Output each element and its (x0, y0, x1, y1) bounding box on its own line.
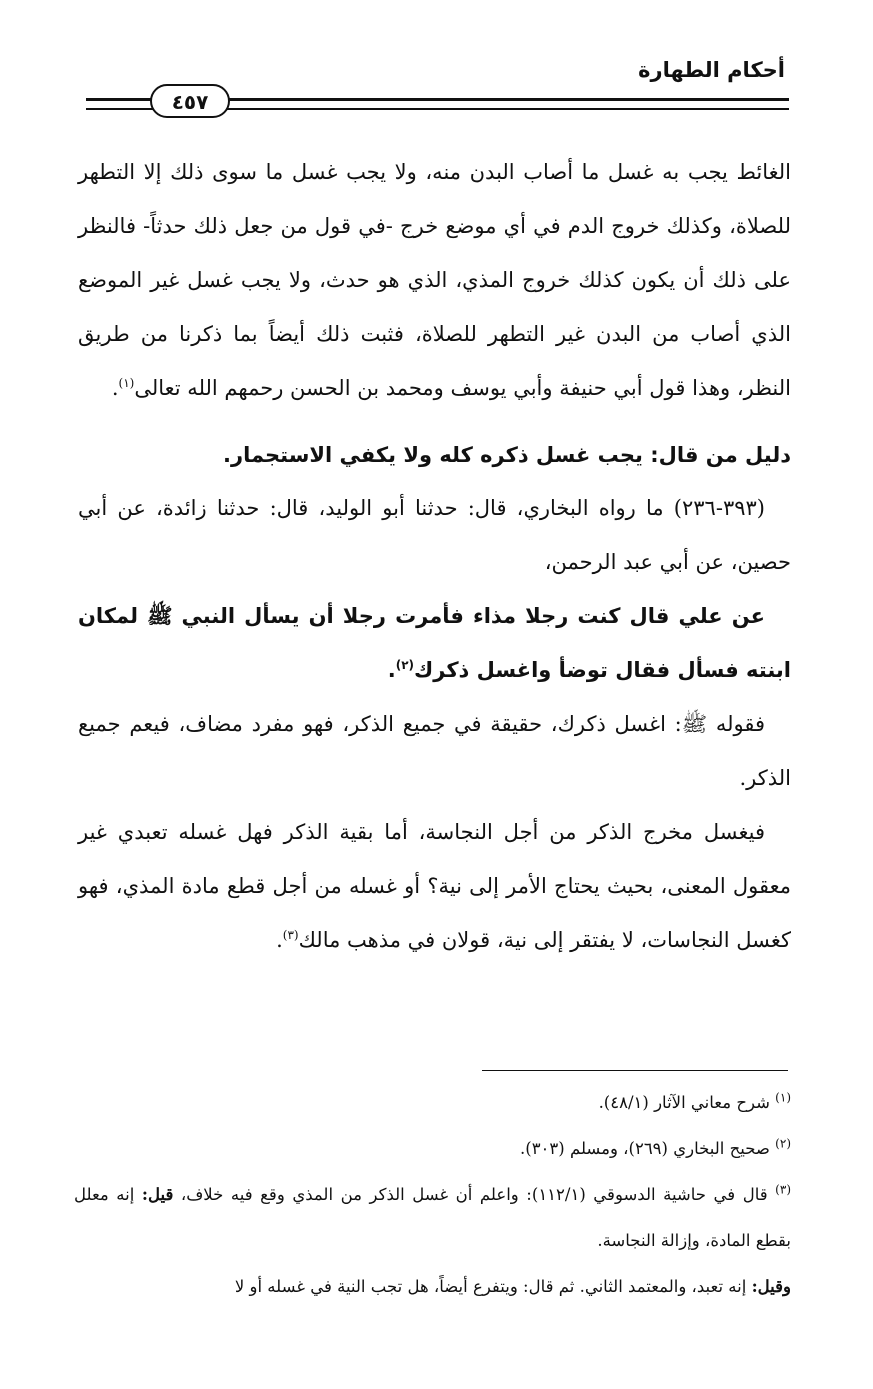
footnote-text: قال في حاشية الدسوقي (١١٢/١): واعلم أن غسل الذكر من المذي وقع فيه خلاف، (180, 1185, 768, 1204)
paragraph: الغائط يجب به غسل ما أصاب البدن منه، ولا يجب غسل ما سوى ذلك إلا التطهر للصلاة، وكذلك خروج الدم في أي موضع خرج -في قول من جعل ذلك حدثاً- فالنظر على ذلك أن يكون كذلك خروج المذي، الذي هو حدث، ولا يجب غسل غير الموضع الذي أصاب من البدن غير التطهر للصلاة، فثبت ذلك أيضاً بما ذكرنا من طريق النظر، وهذا قول أبي حنيفة وأبي يوسف ومحمد بن الحسن رحمهم الله تعالى$^{(١)}$. (78, 160, 791, 400)
hadith-body: عن علي قال كنت رجلا مذاء فأمرت رجلا أن يسأل النبي ﷺ لمكان ابنته فسأل فقال توضأ واغسل ذكرك (78, 604, 791, 682)
footnote-text: شرح معاني الآثار (٤٨/١). (598, 1093, 770, 1112)
main-text (78, 145, 791, 967)
footnote (74, 1126, 791, 1172)
footnote-label: وقيل: (751, 1277, 791, 1296)
footnote-text: إنه تعبد، والمعتمد الثاني. ثم قال: ويتفرع أيضاً، هل تجب النية في غسله أو لا (234, 1277, 747, 1296)
footnote (74, 1172, 791, 1264)
footnote-text: إنه معلل بقطع المادة، وإزالة النجاسة. (74, 1185, 791, 1250)
section-heading: دليل من قال: يجب غسل ذكره كله ولا يكفي الاستجمار. (223, 443, 791, 467)
footnote-mark: (٢) (775, 1136, 791, 1151)
footnote-label: قيل: (141, 1185, 174, 1204)
footnotes (74, 1080, 791, 1310)
paragraph: فيغسل مخرج الذكر من أجل النجاسة، أما بقية الذكر فهل غسله تعبدي غير معقول المعنى، بحيث يحتاج الأمر إلى نية؟ أو غسله من أجل قطع مادة المذي، فهو كغسل النجاسات، لا يفتقر إلى نية، قولان في مذهب مالك$^{(٣)}$. (78, 820, 791, 952)
footnote-ref: (٣) (282, 928, 299, 942)
hadith-text: عن علي قال كنت رجلا مذاء فأمرت رجلا أن يسأل النبي ﷺ لمكان ابنته فسأل فقال توضأ واغسل ذكرك$^{(٢)}$. (78, 604, 791, 682)
paragraph: فقوله ﷺ: اغسل ذكرك، حقيقة في جميع الذكر، فهو مفرد مضاف، فيعم جميع الذكر. (78, 712, 791, 790)
running-header-title: أحكام الطهارة (638, 58, 785, 82)
page-number: ٤٥٧ (150, 84, 230, 118)
paragraph-text: الغائط يجب به غسل ما أصاب البدن منه، ولا يجب غسل ما سوى ذلك إلا التطهر للصلاة، وكذلك خروج الدم في أي موضع خرج -في قول من جعل ذلك حدثاً- فالنظر على ذلك أن يكون كذلك خروج المذي، الذي هو حدث، ولا يجب غسل غير الموضع الذي أصاب من البدن غير التطهر للصلاة، فثبت ذلك أيضاً بما ذكرنا من طريق النظر، وهذا قول أبي حنيفة وأبي يوسف ومحمد بن الحسن رحمهم الله تعالى (78, 160, 791, 400)
footnote-mark: (١) (775, 1090, 791, 1105)
paragraph-text: فيغسل مخرج الذكر من أجل النجاسة، أما بقية الذكر فهل غسله تعبدي غير معقول المعنى، بحيث يحتاج الأمر إلى نية؟ أو غسله من أجل قطع مادة المذي، فهو كغسل النجاسات، لا يفتقر إلى نية، قولان في مذهب مالك (78, 820, 791, 952)
footnote (74, 1080, 791, 1126)
footnote (74, 1264, 791, 1310)
footnote-mark: (٣) (775, 1182, 791, 1197)
paragraph: (٣٩٣-٢٣٦) ما رواه البخاري، قال: حدثنا أبو الوليد، قال: حدثنا زائدة، عن أبي حصين، عن أبي عبد الرحمن، (78, 496, 791, 574)
footnote-ref: (٢) (395, 658, 415, 672)
footnote-separator (482, 1070, 788, 1071)
footnote-ref: (١) (118, 376, 135, 390)
footnote-text: صحيح البخاري (٢٦٩)، ومسلم (٣٠٣). (520, 1139, 770, 1158)
